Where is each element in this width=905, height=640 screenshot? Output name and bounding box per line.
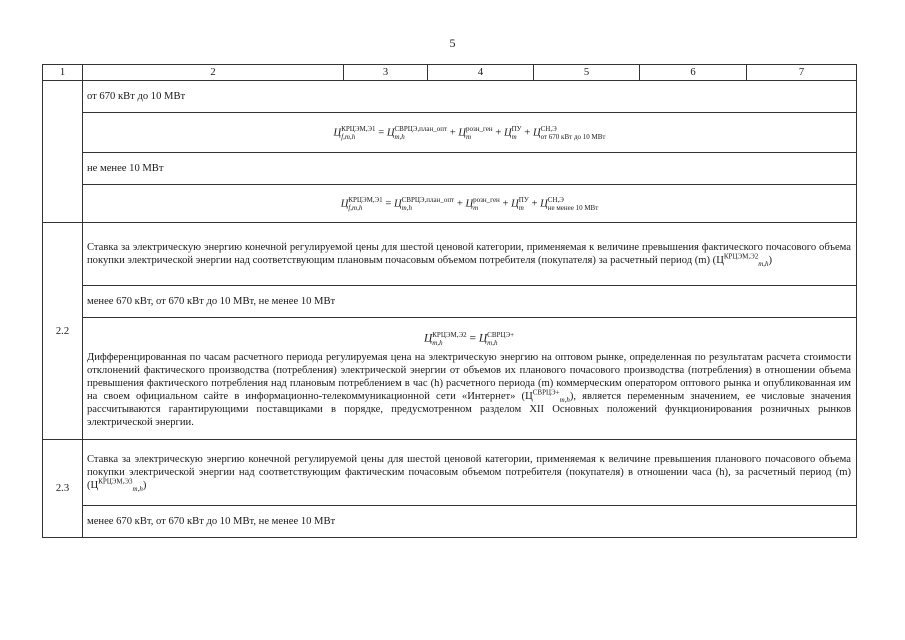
table-row xyxy=(43,440,857,506)
section-2-2-ranges: менее 670 кВт, от 670 кВт до 10 МВт, не менее 10 МВт xyxy=(83,286,857,318)
section-number-cell xyxy=(43,81,83,223)
table-row xyxy=(43,153,857,185)
formula-f1: Ц КРЦЭМ,Э1 f,m,h = Ц СВРЦЭ,план_опт m,h + Ц розн_ген m + Ц ПУ m + Ц СН,Э от 670 кВт до 10 МВт xyxy=(83,113,857,153)
section-2-2-title: Ставка за электрическую энергию конечной регулируемой цены для шестой ценовой категории, применяемая к величине превышения фактического почасового объема покупки электрической энергии над соответствующим плановым почасовым объемом потребителя (покупателя) за расчетный период (m) $(Ц^{КРЦЭМ,Э2}_{m,h})$ xyxy=(83,223,857,286)
col-header-4: 4 xyxy=(428,65,534,81)
table-row xyxy=(43,113,857,153)
col-header-3: 3 xyxy=(344,65,428,81)
header-row xyxy=(43,65,857,81)
section-2-3-title: Ставка за электрическую энергию конечной регулируемой цены для шестой ценовой категории, применяемая к величине превышения планового почасового объема покупки электрической энергии над соответствующим фактическим почасовым объемом потребителя (покупателя) в отношении часа (h), за расчетный период (m) $(Ц^{КРЦЭМ,Э3}_{m,h})$ xyxy=(83,440,857,506)
range-label-670-10: от 670 кВт до 10 МВт xyxy=(83,81,857,113)
section-2-3-ranges: менее 670 кВт, от 670 кВт до 10 МВт, не менее 10 МВт xyxy=(83,506,857,538)
table-row xyxy=(43,81,857,113)
col-header-1: 1 xyxy=(43,65,83,81)
table-row xyxy=(43,318,857,440)
table-row xyxy=(43,185,857,223)
range-label-over-10: не менее 10 МВт xyxy=(83,153,857,185)
section-number-2-2: 2.2 xyxy=(43,223,83,440)
section-2-2-definition: Ц КРЦЭМ,Э2 m,h = Ц СВРЦЭ+ m,h Дифференцированная по часам расчетного периода регулируемая цена на электрическую энергию на оптовом рынке, определенная по результатам расчета стоимости отклонений фактического производства (потребления) электрической энергии от объемов их планового почасового производства (потребления) в отношении объема превышения фактического потребления над плановым потреблением в час (h) расчетного периода (m) коммерческим оператором оптового рынка и опубликованная им на своем официальном сайте в информационно-телекоммуникационной сети «Интернет» $(Ц^{СВРЦЭ+}_{m,h})$, является переменным значением, ее числовые значения рассчитываются гарантирующими поставщиками в порядке, предусмотренном разделом XII Основных положений функционирования розничных рынков электрической энергии. xyxy=(83,318,857,440)
col-header-6: 6 xyxy=(640,65,747,81)
section-number-2-3: 2.3 xyxy=(43,440,83,538)
col-header-2: 2 xyxy=(83,65,344,81)
tariff-table xyxy=(42,64,857,538)
table-row xyxy=(43,286,857,318)
page-number: 5 xyxy=(449,36,456,50)
col-header-7: 7 xyxy=(747,65,857,81)
col-header-5: 5 xyxy=(534,65,640,81)
formula-f3: Ц КРЦЭМ,Э2 m,h = Ц СВРЦЭ+ m,h xyxy=(423,330,515,347)
table-row xyxy=(43,506,857,538)
formula-f2: Ц КРЦЭМ,Э1 f,m,h = Ц СВРЦЭ,план_опт m,h + Ц розн_ген m + Ц ПУ m + Ц СН,Э не менее 10 МВт xyxy=(83,185,857,223)
table-row xyxy=(43,223,857,286)
